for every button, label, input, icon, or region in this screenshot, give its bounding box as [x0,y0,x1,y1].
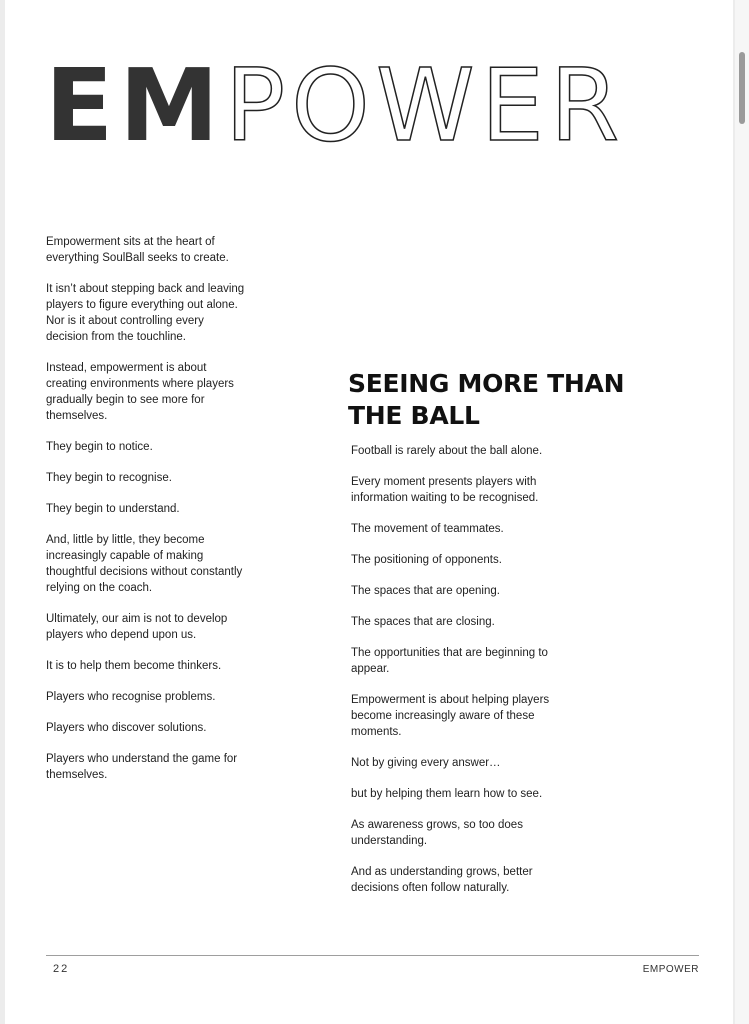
paragraph: Empowerment is about helping players become increasingly aware of these moments. [351,694,550,738]
paragraph: Football is rarely about the ball alone. [351,445,543,457]
page-title [45,47,626,164]
paragraph: but by helping them learn how to see. [351,788,543,800]
paragraph: They begin to notice. [46,441,153,453]
paragraph: The positioning of opponents. [351,554,502,566]
paragraph: And as understanding grows, better decisions often follow naturally. [351,866,533,894]
paragraph: As awareness grows, so too does understanding. [351,819,523,847]
section-heading: SEEING MORE THAN THE BALL [348,369,625,430]
paragraph: Ultimately, our aim is not to develop players who depend upon us. [46,613,228,641]
paragraph: Players who understand the game for themselves. [46,753,238,781]
paragraph: They begin to recognise. [46,472,172,484]
paragraph: It isn’t about stepping back and leaving players to figure everything out alone. Nor is it about controlling every decision from the touchline. [46,283,245,343]
footer-section-label: EMPOWER [642,964,699,975]
paragraph: Players who recognise problems. [46,691,216,703]
scrollbar-thumb[interactable] [739,52,745,124]
paragraph: The movement of teammates. [351,523,504,535]
vertical-scrollbar[interactable] [735,0,749,1024]
paragraph: It is to help them become thinkers. [46,660,222,672]
document-page [5,0,733,1024]
paragraph: Instead, empowerment is about creating environments where players gradually begin to see more for themselves. [46,362,234,422]
footer-divider [46,955,699,956]
paragraph: Players who discover solutions. [46,722,207,734]
paragraph: And, little by little, they become increasingly capable of making thoughtful decisions without constantly relying on the coach. [46,534,243,594]
title-solid-part: EM [45,47,225,164]
paragraph: The spaces that are closing. [351,616,495,628]
left-column [46,234,246,798]
paragraph: The spaces that are opening. [351,585,500,597]
paragraph: Empowerment sits at the heart of everything SoulBall seeks to create. [46,236,229,264]
title-outline-part: POWER [224,47,626,164]
page-number: 22 [53,963,70,975]
paragraph: They begin to understand. [46,503,180,515]
paragraph: Every moment presents players with information waiting to be recognised. [351,476,539,504]
paragraph: The opportunities that are beginning to appear. [351,647,548,675]
paragraph: Not by giving every answer… [351,757,501,769]
right-column [351,443,551,911]
